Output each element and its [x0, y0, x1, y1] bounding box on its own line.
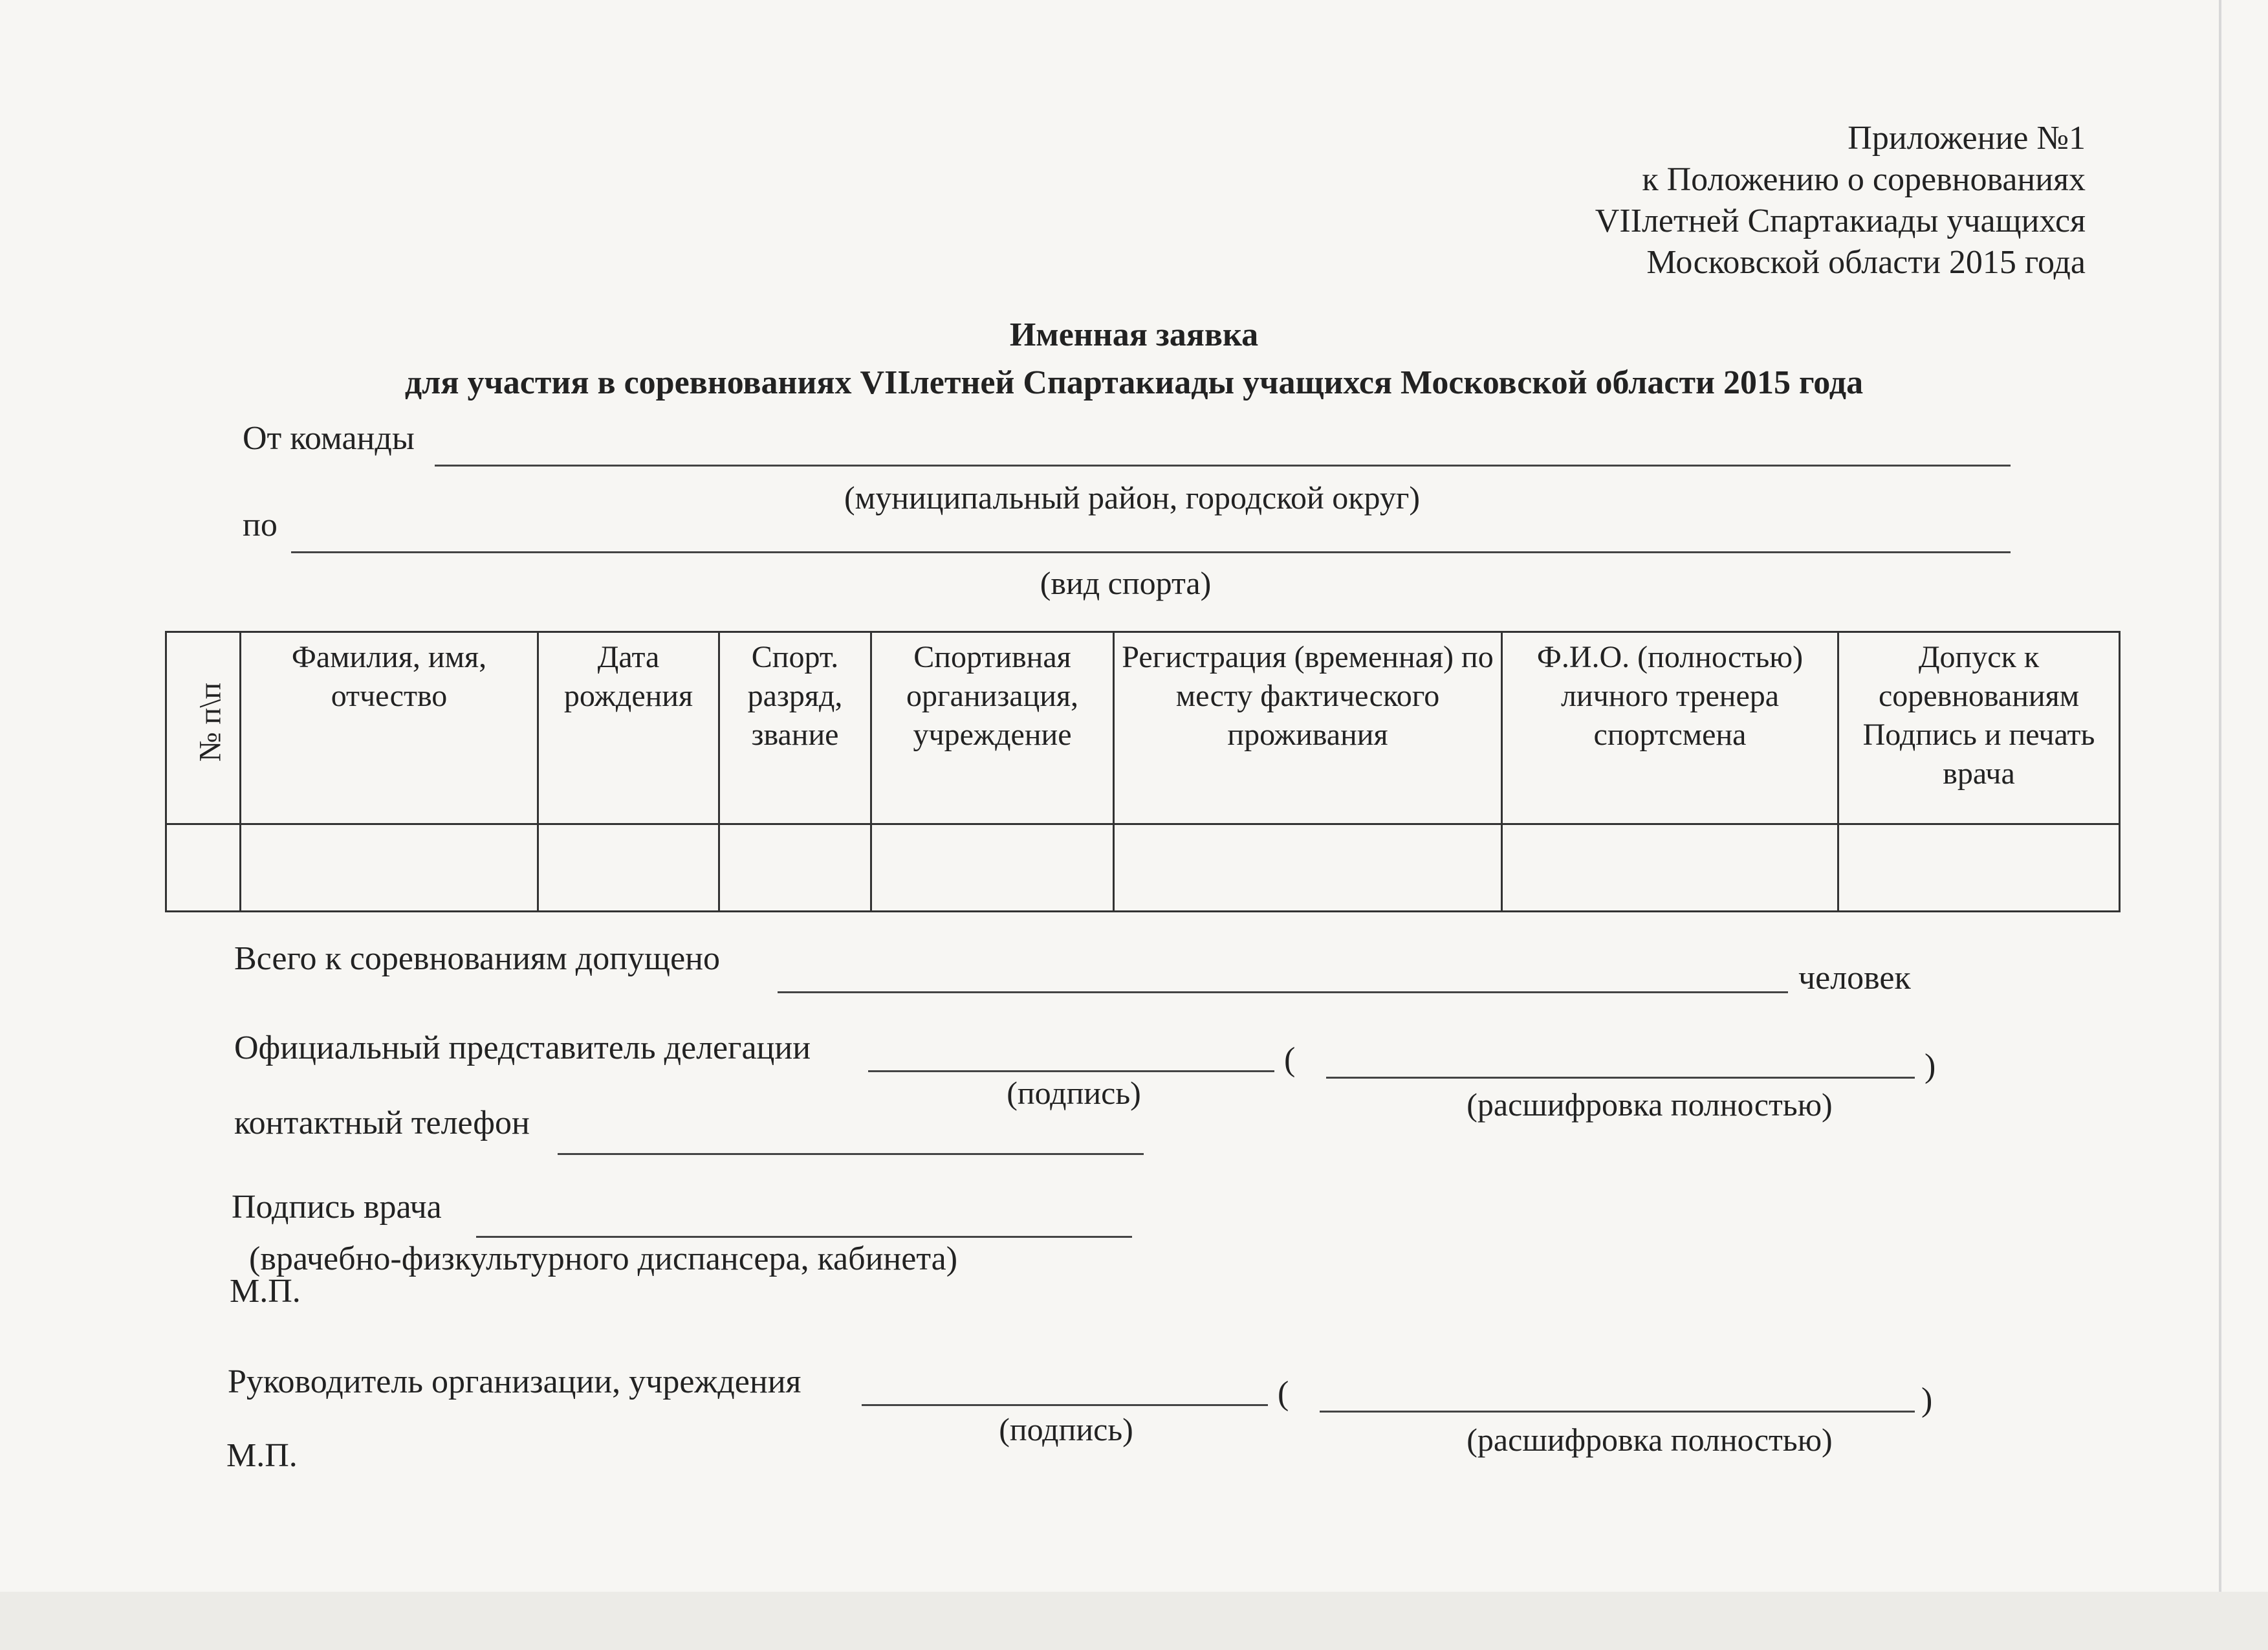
table-header-row — [166, 632, 2120, 824]
table-cell[interactable] — [538, 824, 719, 912]
table-cell[interactable] — [871, 824, 1114, 912]
table-cell[interactable] — [1838, 824, 2120, 912]
document-subtitle: для участия в соревнованиях VIIлетней Спартакиады учащихся Московской области 2015 года — [404, 364, 1864, 401]
doctor-signature-line[interactable] — [476, 1236, 1132, 1238]
representative-close-paren: ) — [1925, 1048, 1936, 1084]
table-cell[interactable] — [166, 824, 241, 912]
table-cell[interactable] — [1502, 824, 1838, 912]
participants-table — [165, 631, 2121, 912]
appendix-line-4: Московской области 2015 года — [1646, 244, 2086, 281]
head-signature-line[interactable] — [862, 1404, 1268, 1406]
appendix-line-3: VIIлетней Спартакиады учащихся — [1595, 203, 2086, 239]
head-name-caption: (расшифровка полностью) — [1467, 1422, 1833, 1458]
representative-signature-line[interactable] — [868, 1070, 1274, 1072]
sport-caption: (вид спорта) — [1040, 565, 1212, 601]
header-birth-date: Дата рождения — [538, 632, 719, 824]
header-sport-organization: Спортивная организация, учреждение — [871, 632, 1114, 824]
representative-name-line[interactable] — [1326, 1077, 1915, 1079]
team-caption: (муниципальный район, городской округ) — [844, 479, 1421, 516]
header-full-name: Фамилия, имя, отчество — [241, 632, 538, 824]
team-label: От команды — [243, 420, 415, 457]
header-number: № п\п — [166, 632, 241, 824]
table-cell[interactable] — [1114, 824, 1502, 912]
header-doctor-admission: Допуск к соревнованиям Подпись и печать врача — [1838, 632, 2120, 824]
head-name-line[interactable] — [1320, 1411, 1915, 1413]
head-close-paren: ) — [1921, 1381, 1933, 1418]
team-underline — [435, 465, 2011, 467]
document-title: Именная заявка — [1009, 316, 1259, 353]
page-right-edge — [2219, 0, 2221, 1592]
sport-label: по — [243, 507, 278, 544]
appendix-line-2: к Положению о соревнованиях — [1642, 161, 2086, 198]
table-row — [166, 824, 2120, 912]
doctor-label: Подпись врача — [232, 1189, 442, 1226]
admitted-label: Всего к соревнованиям допущено — [234, 940, 720, 977]
page-bottom-edge — [0, 1592, 2268, 1650]
sport-underline — [291, 551, 2011, 553]
doctor-caption: (врачебно-физкультурного диспансера, кабинета) — [249, 1240, 958, 1277]
header-registration: Регистрация (временная) по месту фактического проживания — [1114, 632, 1502, 824]
phone-label: контактный телефон — [234, 1105, 530, 1141]
representative-signature-caption: (подпись) — [1007, 1075, 1141, 1111]
representative-label: Официальный представитель делегации — [234, 1029, 811, 1066]
appendix-header — [1595, 118, 2086, 283]
header-sport-rank: Спорт. разряд, звание — [719, 632, 871, 824]
head-stamp: М.П. — [226, 1437, 298, 1474]
header-coach-name: Ф.И.О. (полностью) личного тренера спортсмена — [1502, 632, 1838, 824]
phone-underline — [558, 1153, 1144, 1155]
appendix-line-1: Приложение №1 — [1848, 120, 2086, 157]
admitted-underline — [778, 991, 1788, 993]
head-label: Руководитель организации, учреждения — [228, 1363, 801, 1400]
head-open-paren: ( — [1278, 1375, 1289, 1412]
representative-name-caption: (расшифровка полностью) — [1467, 1086, 1833, 1123]
table-cell[interactable] — [719, 824, 871, 912]
representative-open-paren: ( — [1284, 1041, 1296, 1078]
head-signature-caption: (подпись) — [999, 1411, 1133, 1447]
doctor-stamp: М.П. — [230, 1273, 301, 1310]
table-cell[interactable] — [241, 824, 538, 912]
admitted-suffix: человек — [1798, 960, 1911, 996]
